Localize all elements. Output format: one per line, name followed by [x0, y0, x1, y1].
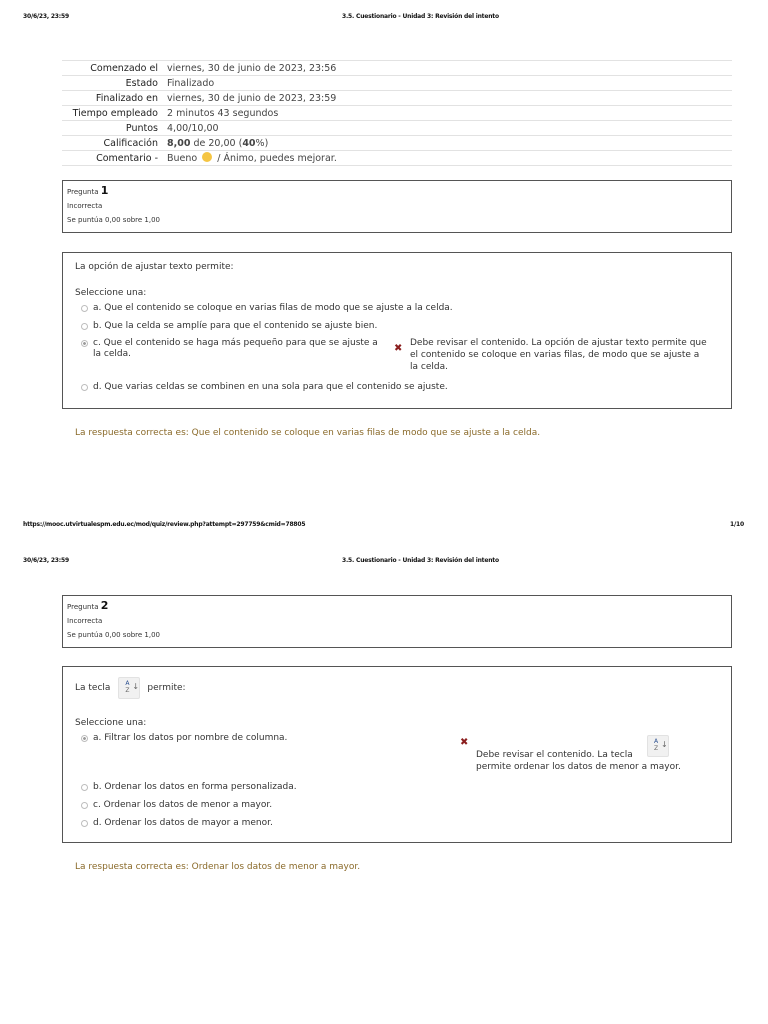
- question-prefix: Pregunta: [67, 603, 99, 611]
- question-number: [67, 184, 727, 197]
- print-date: 30/6/23, 23:59: [23, 557, 69, 564]
- question-grade: Se puntúa 0,00 sobre 1,00: [67, 216, 161, 224]
- option-d[interactable]: [81, 818, 273, 828]
- question-number-value: 2: [100, 599, 109, 612]
- sort-ascending-icon: [647, 735, 669, 757]
- option-a[interactable]: [81, 733, 287, 743]
- summary-value: Finalizado: [167, 76, 732, 91]
- radio-button[interactable]: [81, 802, 88, 809]
- question-1-info: [62, 180, 732, 233]
- correct-answer: La respuesta correcta es: Ordenar los datos de menor a mayor.: [75, 862, 361, 872]
- print-title: 3.5. Cuestionario - Unidad 3: Revisión del intento: [342, 13, 499, 20]
- summary-label: Estado: [62, 76, 167, 91]
- option-c[interactable]: [81, 338, 381, 360]
- grade-label: Calificación: [62, 136, 167, 151]
- question-number: [67, 599, 727, 612]
- question-prefix: Pregunta: [67, 188, 99, 196]
- attempt-summary-table: [62, 60, 732, 166]
- grade-value: [167, 136, 732, 151]
- option-text: c. Ordenar los datos de menor a mayor.: [93, 800, 273, 810]
- summary-label: Tiempo empleado: [62, 106, 167, 121]
- radio-button[interactable]: [81, 323, 88, 330]
- radio-button-selected[interactable]: [81, 340, 88, 347]
- prompt-text-before: La tecla: [75, 683, 111, 693]
- summary-row: [62, 121, 732, 136]
- summary-label: Puntos: [62, 121, 167, 136]
- option-text: b. Que la celda se amplíe para que el contenido se ajuste bien.: [93, 321, 378, 331]
- question-number-value: 1: [100, 184, 109, 197]
- grade-percent: 40: [242, 137, 256, 149]
- question-grade: Se puntúa 0,00 sobre 1,00: [67, 631, 161, 639]
- question-status: Incorrecta: [67, 202, 103, 210]
- radio-button[interactable]: [81, 784, 88, 791]
- sort-key-top: A: [125, 680, 130, 687]
- option-text: d. Ordenar los datos de mayor a menor.: [93, 818, 273, 828]
- question-prompt: La opción de ajustar texto permite:: [75, 262, 234, 272]
- summary-row: [62, 61, 732, 76]
- comment-text-before: Bueno: [167, 152, 198, 164]
- question-status: Incorrecta: [67, 617, 103, 625]
- feedback-text-before: Debe revisar el contenido. La tecla: [476, 750, 633, 760]
- summary-row-grade: [62, 136, 732, 151]
- option-text: a. Filtrar los datos por nombre de columna.: [93, 733, 288, 743]
- sort-key-arrow: ↓: [661, 740, 668, 749]
- print-title: 3.5. Cuestionario - Unidad 3: Revisión del intento: [342, 557, 499, 564]
- question-2-content: [62, 666, 732, 843]
- question-prompt: [75, 677, 186, 699]
- sort-key-arrow: ↓: [132, 682, 140, 691]
- page-url: https://mooc.utvirtualespm.edu.ec/mod/quiz/review.php?attempt=297759&cmid=78805: [23, 521, 306, 528]
- option-text: d. Que varias celdas se combinen en una sola para que el contenido se ajuste.: [93, 382, 448, 392]
- option-a[interactable]: [81, 303, 453, 313]
- select-label: Seleccione una:: [75, 718, 147, 728]
- smiley-icon: [202, 152, 212, 162]
- comment-label: Comentario -: [62, 151, 167, 166]
- incorrect-icon: ✖: [394, 343, 403, 354]
- sort-ascending-icon: [118, 677, 140, 699]
- option-d[interactable]: [81, 382, 448, 392]
- option-b[interactable]: [81, 321, 377, 331]
- print-date: 30/6/23, 23:59: [23, 13, 69, 20]
- feedback-text-after: permite ordenar los datos de menor a mayor.: [476, 762, 681, 772]
- comment-value: [167, 151, 732, 166]
- grade-of: de 20,00 (: [193, 137, 243, 149]
- summary-value: 2 minutos 43 segundos: [167, 106, 732, 121]
- select-label: Seleccione una:: [75, 288, 147, 298]
- sort-key-bottom: Z: [654, 745, 659, 752]
- grade-close: %): [255, 137, 269, 149]
- sort-key-top: A: [654, 738, 659, 745]
- grade-score: 8,00: [167, 137, 191, 149]
- comment-text-after: / Ánimo, puedes mejorar.: [217, 152, 337, 164]
- option-b[interactable]: [81, 782, 297, 792]
- radio-button[interactable]: [81, 820, 88, 827]
- summary-row: [62, 106, 732, 121]
- radio-button-selected[interactable]: [81, 735, 88, 742]
- question-2-info: [62, 595, 732, 648]
- option-feedback: [476, 735, 716, 773]
- summary-value: viernes, 30 de junio de 2023, 23:56: [167, 61, 732, 76]
- prompt-text-after: permite:: [147, 683, 186, 693]
- option-feedback: Debe revisar el contenido. La opción de ajustar texto permite que el contenido se coloque en varias filas, de modo que se ajuste a la celda.: [410, 338, 707, 372]
- summary-label: Finalizado en: [62, 91, 167, 106]
- summary-value: viernes, 30 de junio de 2023, 23:59: [167, 91, 732, 106]
- option-text: a. Que el contenido se coloque en varias filas de modo que se ajuste a la celda.: [93, 303, 453, 313]
- option-text: b. Ordenar los datos en forma personalizada.: [93, 782, 297, 792]
- radio-button[interactable]: [81, 384, 88, 391]
- summary-value: 4,00/10,00: [167, 121, 732, 136]
- incorrect-icon: ✖: [460, 737, 469, 748]
- question-1-content: [62, 252, 732, 409]
- sort-key-bottom: Z: [125, 687, 130, 694]
- option-text: c. Que el contenido se haga más pequeño para que se ajuste a la celda.: [93, 338, 378, 359]
- summary-row-comment: [62, 151, 732, 166]
- radio-button[interactable]: [81, 305, 88, 312]
- correct-answer: La respuesta correcta es: Que el contenido se coloque en varias filas de modo que se ajuste a la celda.: [75, 428, 541, 438]
- page-number: 1/10: [730, 521, 744, 528]
- summary-row: [62, 76, 732, 91]
- summary-row: [62, 91, 732, 106]
- summary-label: Comenzado el: [62, 61, 167, 76]
- option-c[interactable]: [81, 800, 272, 810]
